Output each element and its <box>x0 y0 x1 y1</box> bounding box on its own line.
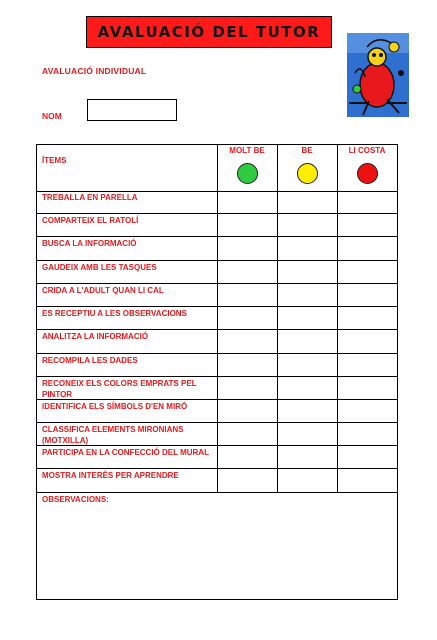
rating-cell-li-costa[interactable] <box>337 400 397 422</box>
rating-cell-be[interactable] <box>277 237 337 260</box>
rating-cell-be[interactable] <box>277 400 337 422</box>
row-label: TREBALLA EN PARELLA <box>42 193 138 202</box>
rating-cell-molt-be[interactable] <box>217 330 277 353</box>
row-label: ES RECEPTIU A LES OBSERVACIONS <box>42 309 187 318</box>
col-header-li-costa: LI COSTA <box>348 146 386 155</box>
rating-cell-li-costa[interactable] <box>337 377 397 399</box>
rating-cell-molt-be[interactable] <box>217 469 277 492</box>
rating-cell-be[interactable] <box>277 214 337 236</box>
rating-cell-be[interactable] <box>277 354 337 376</box>
rating-cell-be[interactable] <box>277 191 337 213</box>
row-label: CRIDA A L'ADULT QUAN LI CAL <box>42 286 164 295</box>
rating-cell-li-costa[interactable] <box>337 423 397 445</box>
items-header: ÍTEMS <box>42 156 67 165</box>
rating-cell-li-costa[interactable] <box>337 261 397 283</box>
rating-cell-be[interactable] <box>277 423 337 445</box>
column-divider <box>217 145 218 493</box>
rating-cell-molt-be[interactable] <box>217 354 277 376</box>
rating-cell-molt-be[interactable] <box>217 214 277 236</box>
row-label: PARTICIPA EN LA CONFECCIÓ DEL MURAL <box>42 448 209 457</box>
rating-cell-be[interactable] <box>277 377 337 399</box>
page-title: AVALUACIÓ DEL TUTOR <box>86 16 332 48</box>
rating-cell-molt-be[interactable] <box>217 423 277 445</box>
rating-cell-be[interactable] <box>277 446 337 468</box>
rating-cell-molt-be[interactable] <box>217 191 277 213</box>
rating-cell-be[interactable] <box>277 469 337 492</box>
row-label: CLASSIFICA ELEMENTS MIRONIANS (MOTXILLA) <box>42 425 184 445</box>
evaluation-subtitle: AVALUACIÓ INDIVIDUAL <box>42 66 147 76</box>
rating-cell-molt-be[interactable] <box>217 284 277 306</box>
rating-cell-li-costa[interactable] <box>337 307 397 329</box>
column-divider <box>337 145 338 493</box>
name-field[interactable] <box>87 99 177 121</box>
evaluation-table <box>36 144 398 600</box>
rating-cell-li-costa[interactable] <box>337 330 397 353</box>
rating-cell-be[interactable] <box>277 284 337 306</box>
col-header-molt-be: MOLT BE <box>229 146 265 155</box>
row-label: GAUDEIX AMB LES TASQUES <box>42 263 157 272</box>
name-label: NOM <box>42 111 62 121</box>
rating-cell-li-costa[interactable] <box>337 469 397 492</box>
row-label: ANALITZA LA INFORMACIÓ <box>42 332 149 341</box>
row-label: IDENTIFICA ELS SÍMBOLS D'EN MIRÓ <box>42 402 188 411</box>
rating-cell-molt-be[interactable] <box>217 400 277 422</box>
rating-cell-li-costa[interactable] <box>337 446 397 468</box>
rating-cell-molt-be[interactable] <box>217 261 277 283</box>
rating-cell-li-costa[interactable] <box>337 354 397 376</box>
rating-cell-molt-be[interactable] <box>217 377 277 399</box>
yellow-dot-icon <box>297 163 318 184</box>
rating-cell-molt-be[interactable] <box>217 237 277 260</box>
miro-artwork-image <box>347 33 409 117</box>
rating-cell-be[interactable] <box>277 307 337 329</box>
rating-cell-be[interactable] <box>277 261 337 283</box>
row-label: COMPARTEIX EL RATOLÍ <box>42 216 139 225</box>
row-label: RECOMPILA LES DADES <box>42 356 138 365</box>
row-label: RECONEIX ELS COLORS EMPRATS PEL PINTOR <box>42 379 197 399</box>
rating-cell-li-costa[interactable] <box>337 237 397 260</box>
green-dot-icon <box>237 163 258 184</box>
column-divider <box>277 145 278 493</box>
rating-cell-be[interactable] <box>277 330 337 353</box>
col-header-be: BE <box>301 146 313 155</box>
rating-cell-li-costa[interactable] <box>337 214 397 236</box>
rating-cell-molt-be[interactable] <box>217 307 277 329</box>
observations-label: OBSERVACIONS: <box>42 495 109 504</box>
rating-cell-li-costa[interactable] <box>337 191 397 213</box>
red-dot-icon <box>357 163 378 184</box>
row-label: MOSTRA INTERÈS PER APRENDRE <box>42 471 179 480</box>
rating-cell-li-costa[interactable] <box>337 284 397 306</box>
row-label: BUSCA LA INFORMACIÓ <box>42 239 137 248</box>
rating-cell-molt-be[interactable] <box>217 446 277 468</box>
